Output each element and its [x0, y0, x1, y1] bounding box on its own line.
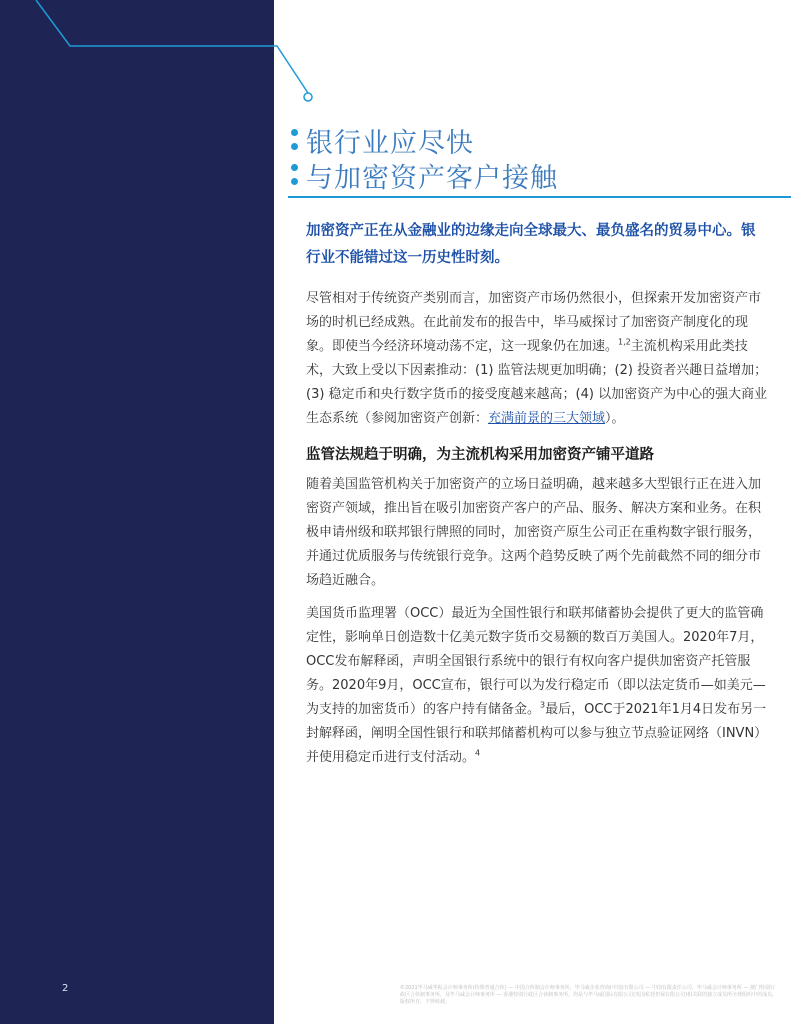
occ-text-2: 最后，OCC于2021年1月4日发布另一封解释函，阐明全国性银行和联邦储蓄机构可以参与独立节点验证网络（INVN）并使用稳定币进行支付活动。: [306, 702, 768, 765]
page-title: [288, 124, 558, 194]
copyright-footer: ©2021毕马威华振会计师事务所(特殊普通合伙) — 中国合伙制会计师事务所，毕马威企业咨询(中国)有限公司 — 中国有限责任公司，毕马威会计师事务所 — 澳门特别行政区合伙制事务所，及毕马威会计师事务所 — 香港特别行政区合伙制事务所，均是与毕马威国际有限公司(英国私营担保有限公司)相关联的独立成员所全球组织中的成员。版权所有，不得转载。: [400, 985, 778, 1005]
intro-text-3: ）。: [605, 411, 625, 426]
body-paragraph-1: 随着美国监管机构关于加密资产的立场日益明确，越来越多大型银行正在进入加密资产领域，推出旨在吸引加密资产客户的产品、服务、解决方案和业务。在积极申请州级和联邦银行牌照的同时，加密资产原生公司正在重构数字银行服务，并通过优质服务与传统银行竞争。这两个趋势反映了两个先前截然不同的细分市场趋近融合。: [306, 477, 762, 588]
footnote-ref-1-2: 1,2: [618, 337, 631, 347]
title-divider: [288, 196, 791, 198]
intro-text-2: 主流机构采用此类技术，大致上受以下因素推动：(1) 监管法规更加明确；(2) 投资者兴趣日益增加；(3) 稳定币和央行数字货币的接受度越来越高；(4) 以加密资产为中心的强大商业生态系统（参阅加密资产创新：: [306, 339, 768, 426]
occ-text-1: 美国货币监理署（OCC）最近为全国性银行和联邦储蓄协会提供了更大的监管确定性，影响单日创造数十亿美元数字货币交易额的数百万美国人。2020年7月，OCC发布解释函，声明全国银行系统中的银行有权向客户提供加密资产托管服务。2020年9月，OCC宣布，银行可以为发行稳定币（即以法定货币—如美元—为支持的加密货币）的客户持有储备金。: [306, 606, 766, 717]
footnote-ref-3: 3: [540, 700, 546, 710]
intro-paragraph: [306, 287, 770, 431]
bullet-dots-icon: [288, 124, 306, 157]
bullet-dots-icon: [288, 159, 306, 192]
page-number: 2: [62, 983, 69, 994]
report-link[interactable]: 充满前景的三大领域: [488, 411, 606, 426]
title-line-2: [288, 159, 558, 192]
title-line-1: [288, 124, 558, 157]
body-paragraph-2: [306, 602, 770, 770]
left-sidebar-panel: [0, 0, 274, 1024]
section-heading: 监管法规趋于明确，为主流机构采用加密资产铺平道路: [306, 447, 654, 463]
title-text-2: 与加密资产客户接触: [306, 163, 558, 194]
intro-text-1: 尽管相对于传统资产类别而言，加密资产市场仍然很小，但探索开发加密资产市场的时机已经成熟。在此前发布的报告中，毕马威探讨了加密资产制度化的现象。即使当今经济环境动荡不定，这一现象仍在加速。: [306, 291, 762, 354]
footnote-ref-4: 4: [475, 748, 481, 758]
lead-paragraph: 加密资产正在从金融业的边缘走向全球最大、最负盛名的贸易中心。银行业不能错过这一历史性时刻。: [306, 223, 756, 266]
title-text-1: 银行业应尽快: [306, 128, 474, 159]
